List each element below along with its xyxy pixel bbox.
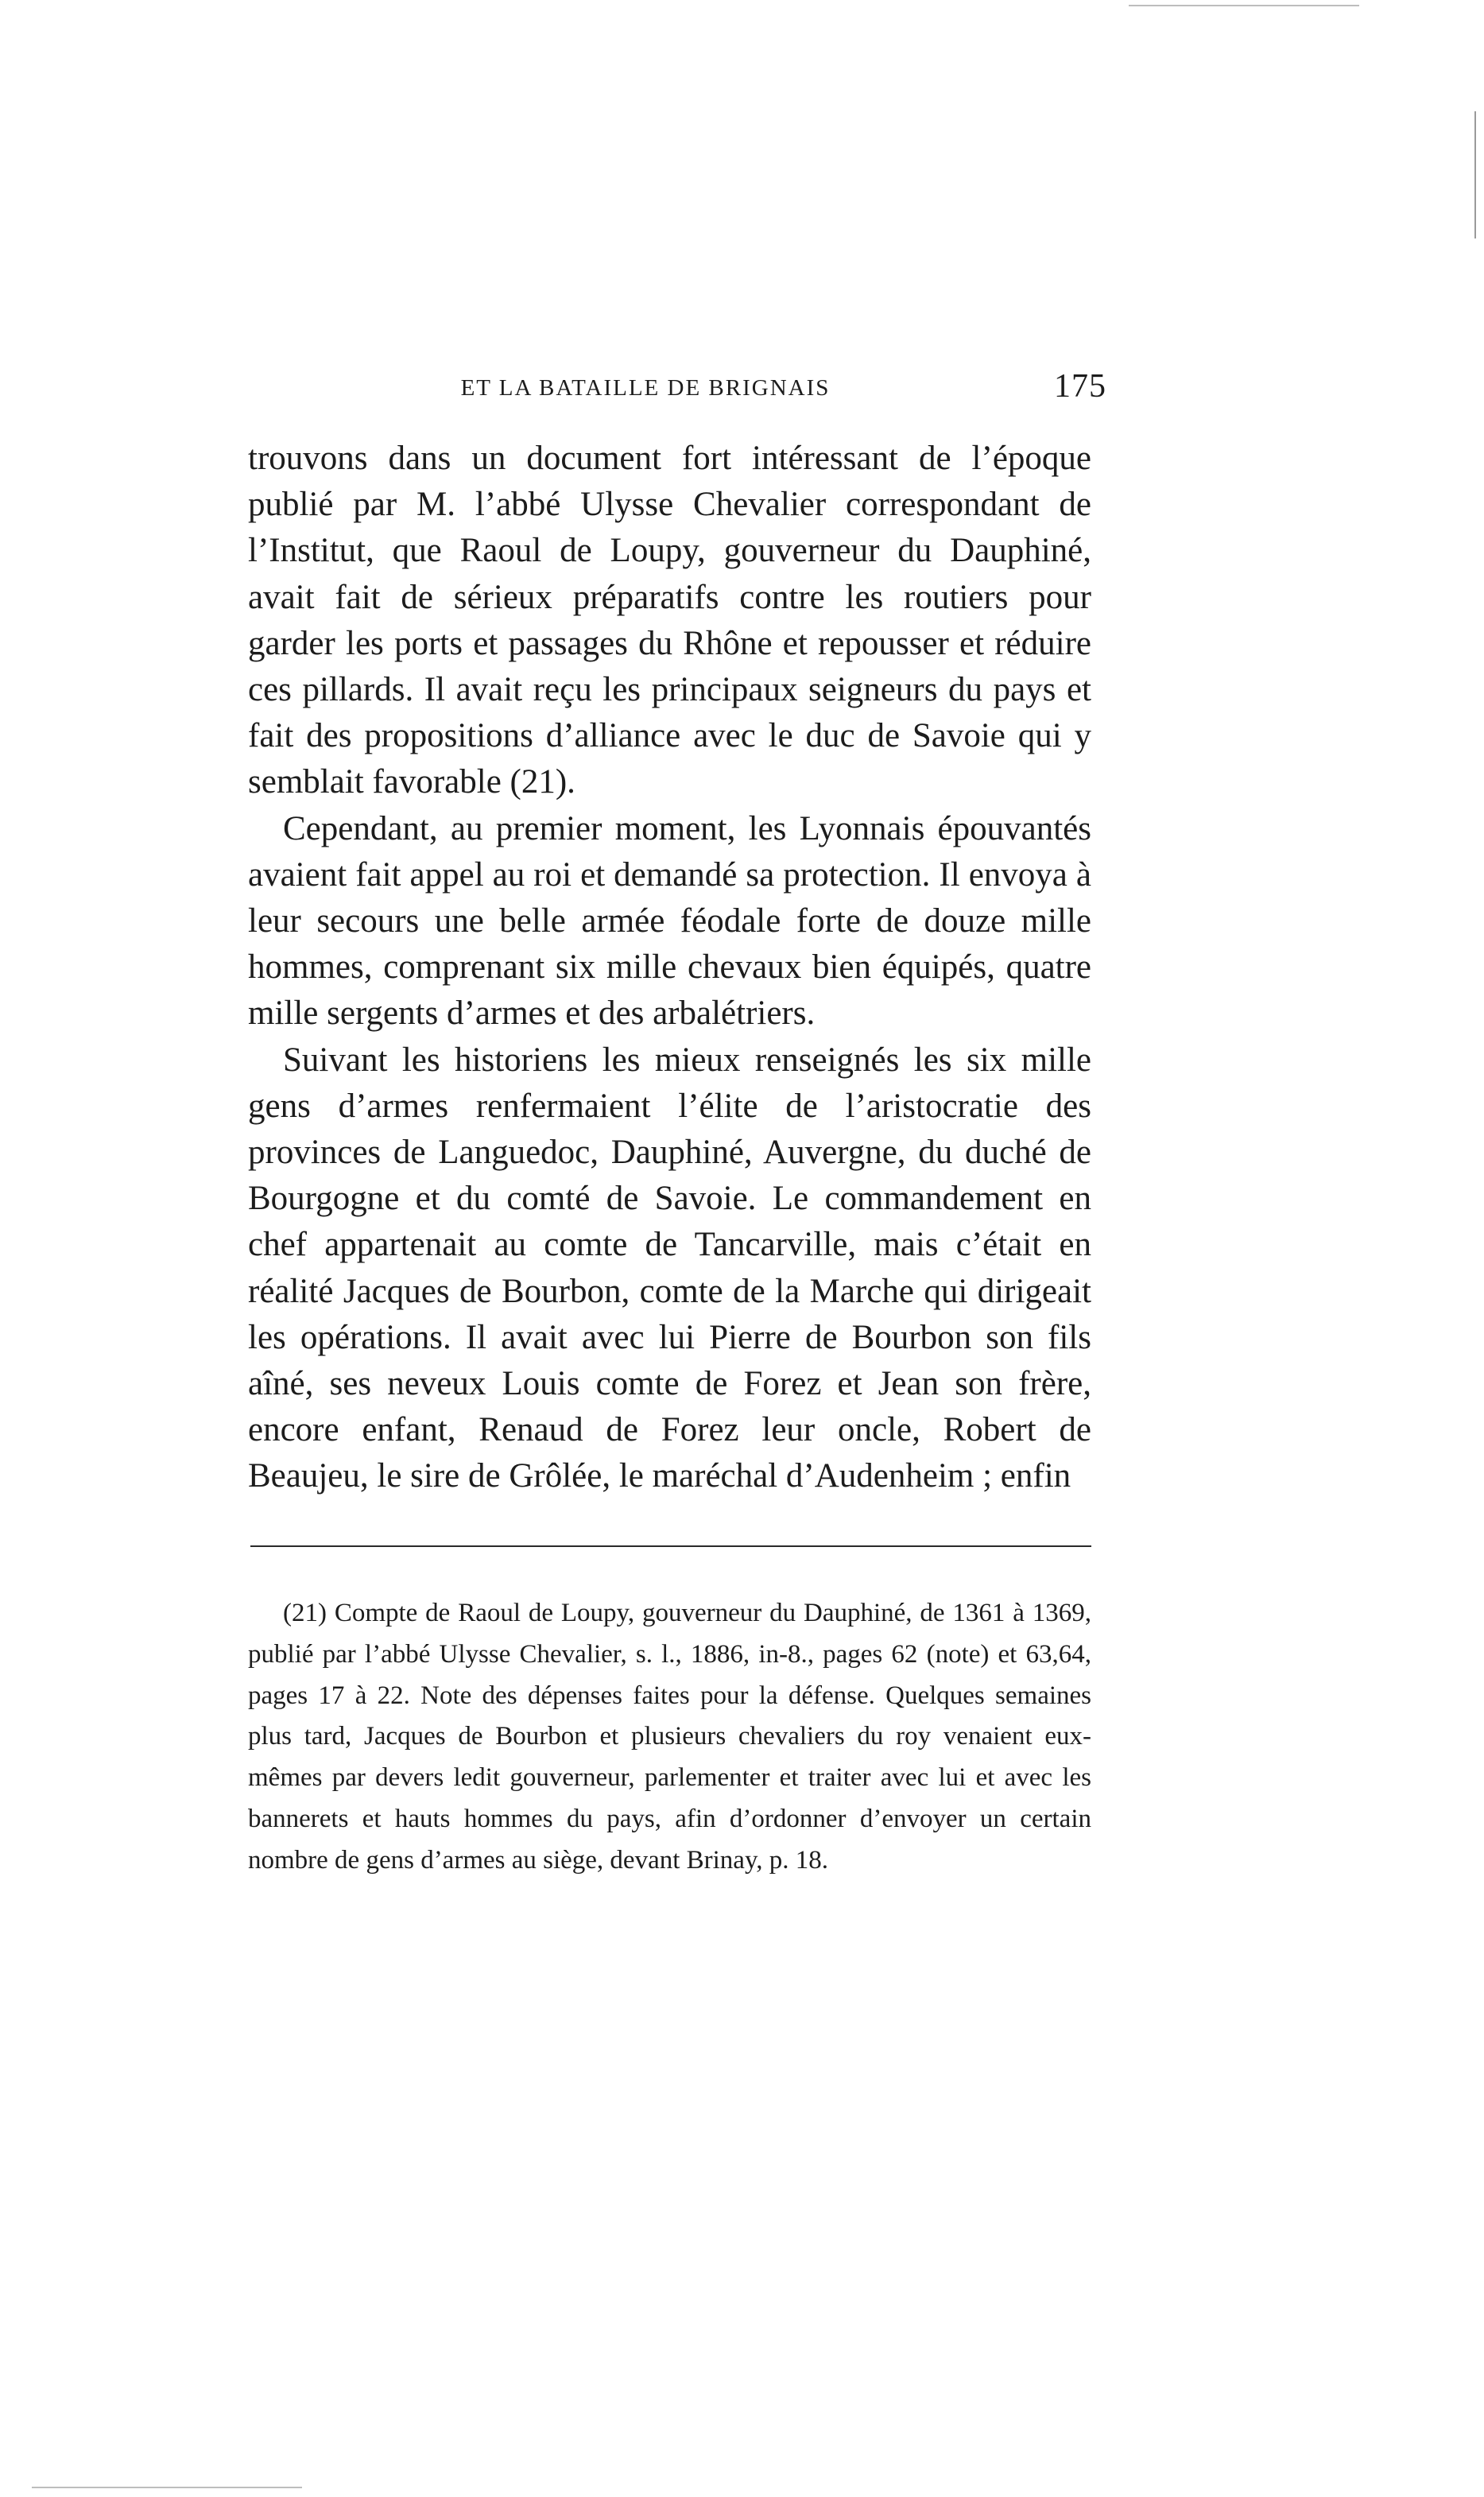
body-text <box>248 436 1091 1500</box>
running-title: ET LA BATAILLE DE BRIGNAIS <box>460 375 831 401</box>
paragraph: trouvons dans un document fort intéressant de l’époque publié par M. l’abbé Ulysse Chevalier correspondant de l’Institut, que Raoul de Loupy, gouverneur du Dauphiné, avait fait de sérieux préparatifs contre les routiers pour garder les ports et passages du Rhône et repousser et réduire ces pillards. Il avait reçu les principaux seigneurs du pays et fait des propositions d’alliance avec le duc de Savoie qui y semblait favorable (21). <box>248 440 1091 801</box>
scan-edge-mark <box>1129 5 1359 6</box>
paragraph: Cependant, au premier moment, les Lyonnais épouvantés avaient fait appel au roi et demandé sa protection. Il envoya à leur secours une belle armée féodale forte de douze mille hommes, comprenant six mille chevaux bien équipés, quatre mille sergents d’armes et des arbalétriers. <box>248 809 1091 1033</box>
footnote-divider <box>250 1545 1091 1547</box>
scan-edge-mark <box>1474 111 1476 238</box>
footnote: (21) Compte de Raoul de Loupy, gouverneur du Dauphiné, de 1361 à 1369, publié par l’abbé Ulysse Chevalier, s. l., 1886, in-8., pages 62 (note) et 63,64, pages 17 à 22. Note des dépenses faites pour la défense. Quelques semaines plus tard, Jacques de Bourbon et plusieurs chevaliers du roy venaient eux-mêmes par devers ledit gouverneur, parlementer et traiter avec lui et avec les bannerets et hauts hommes du pays, afin d’ordonner d’envoyer un certain nombre de gens d’armes au siège, devant Brinay, p. 18. <box>248 1599 1091 1875</box>
page-number: 175 <box>1054 368 1106 405</box>
scan-edge-mark <box>32 2487 302 2488</box>
paragraph: Suivant les historiens les mieux renseignés les six mille gens d’armes renfermaient l’élite de l’aristocratie des provinces de Languedoc, Dauphiné, Auvergne, du duché de Bourgogne et du comté de Savoie. Le commandement en chef appartenait au comte de Tancarville, mais c’était en réalité Jacques de Bourbon, comte de la Marche qui dirigeait les opérations. Il avait avec lui Pierre de Bourbon son fils aîné, ses neveux Louis comte de Forez et Jean son frère, encore enfant, Renaud de Forez leur oncle, Robert de Beaujeu, le sire de Grôlée, le maréchal d’Audenheim ; enfin <box>248 1041 1091 1495</box>
running-head <box>248 367 1106 415</box>
